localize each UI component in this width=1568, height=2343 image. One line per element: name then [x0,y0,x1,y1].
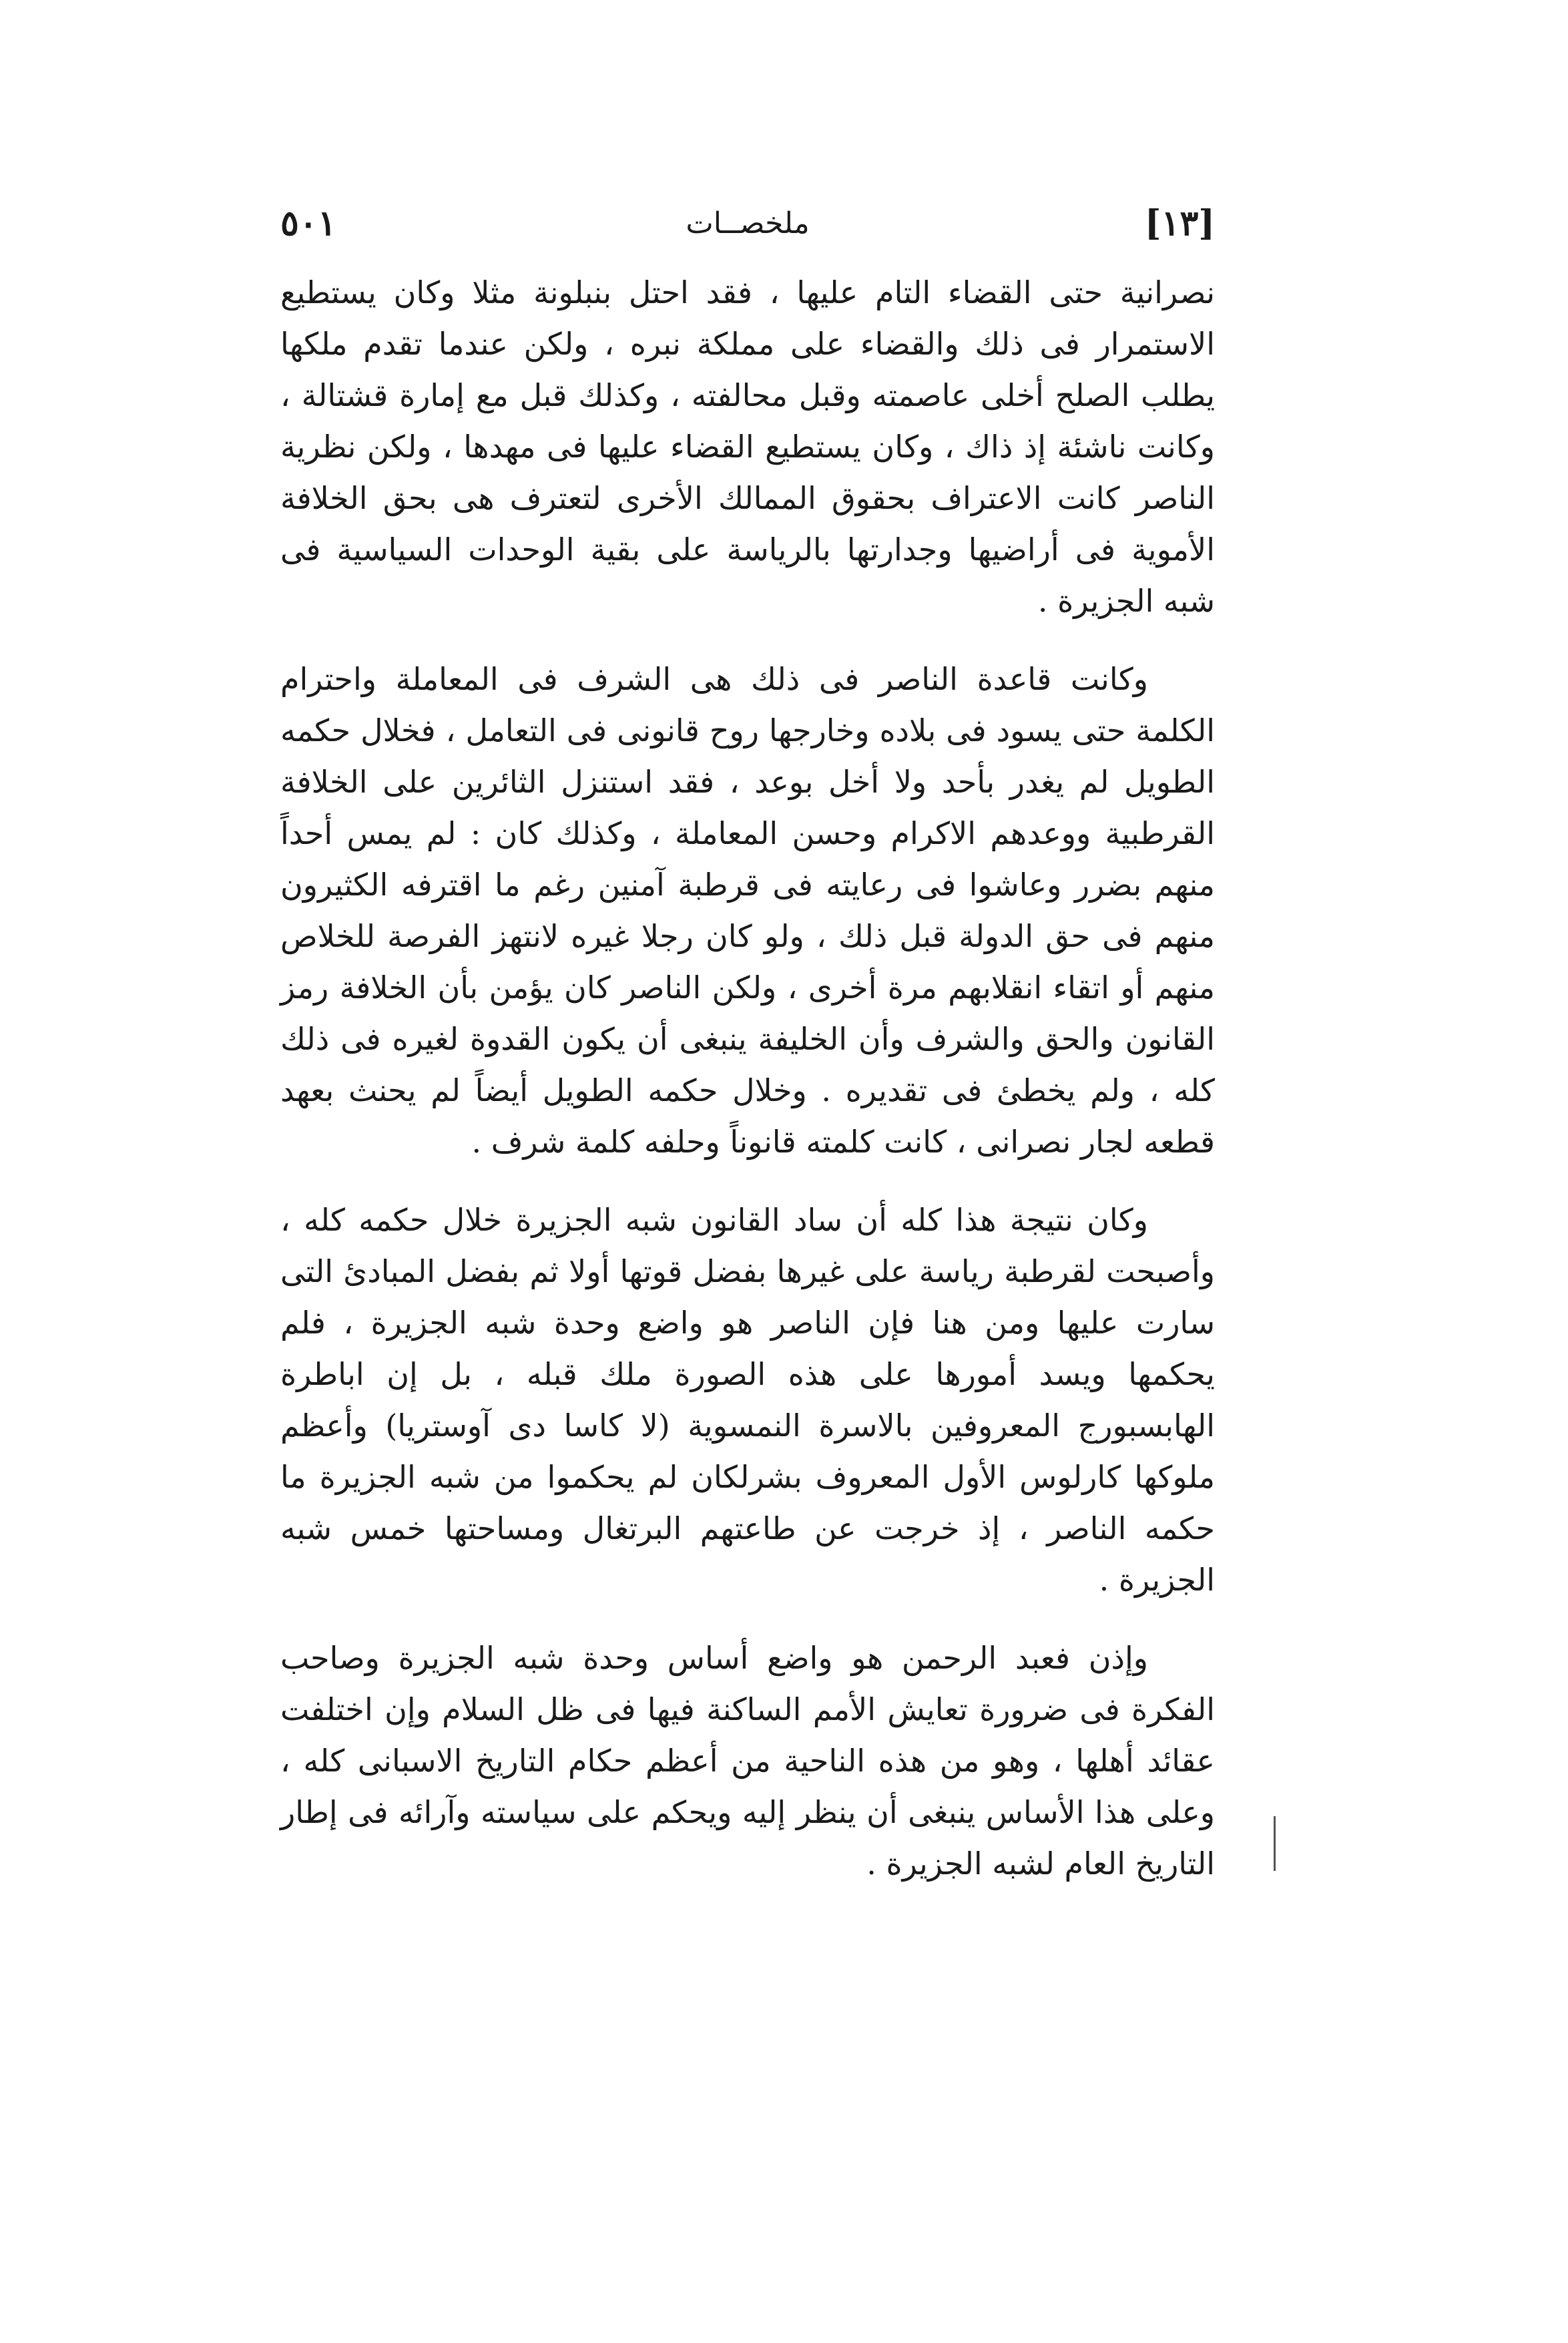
paragraph-4: وإذن فعبد الرحمن هو واضع أساس وحدة شبه الجزيرة وصاحب الفكرة فى ضرورة تعايش الأمم الساكنة فيها فى ظل السلام وإن اختلفت عقائد أهلها ، وهو من هذه الناحية من أعظم حكام التاريخ الاسبانى كله ، وعلى هذا الأساس ينبغى أن ينظر إليه ويحكم على سياسته وآرائه فى إطار التاريخ العام لشبه الجزيرة . [280,1640,1215,1882]
paragraph-1: نصرانية حتى القضاء التام عليها ، فقد احتل بنبلونة مثلا وكان يستطيع الاستمرار فى ذلك والقضاء على مملكة نبره ، ولكن عندما تقدم ملكها يطلب الصلح أخلى عاصمته وقبل محالفته ، وكذلك قبل مع إمارة قشتالة ، وكانت ناشئة إذ ذاك ، وكان يستطيع القضاء عليها فى مهدها ، ولكن نظرية الناصر كانت الاعتراف بحقوق الممالك الأخرى لتعترف هى بحق الخلافة الأموية فى أراضيها وجدارتها بالرياسة على بقية الوحدات السياسية فى شبه الجزيرة . [280,274,1215,619]
paragraph-2: وكانت قاعدة الناصر فى ذلك هى الشرف فى المعاملة واحترام الكلمة حتى يسود فى بلاده وخارجها روح قانونى فى التعامل ، فخلال حكمه الطويل لم يغدر بأحد ولا أخل بوعد ، فقد استنزل الثائرين على الخلافة القرطبية ووعدهم الاكرام وحسن المعاملة ، وكذلك كان : لم يمس أحداً منهم بضرر وعاشوا فى رعايته فى قرطبة آمنين رغم ما اقترفه الكثيرون منهم فى حق الدولة قبل ذلك ، ولو كان رجلا غيره لانتهز الفرصة للخلاص منهم أو اتقاء انقلابهم مرة أخرى ، ولكن الناصر كان يؤمن بأن الخلافة رمز القانون والحق والشرف وأن الخليفة ينبغى أن يكون القدوة لغيره فى ذلك كله ، ولم يخطئ فى تقديره . وخلال حكمه الطويل أيضاً لم يحنث بعهد قطعه لجار نصرانى ، كانت كلمته قانوناً وحلفه كلمة شرف . [280,661,1215,1160]
paragraph-3: وكان نتيجة هذا كله أن ساد القانون شبه الجزيرة خلال حكمه كله ، وأصبحت لقرطبة رياسة على غيرها بفضل قوتها أولا ثم بفضل المبادئ التى سارت عليها ومن هنا فإن الناصر هو واضع وحدة شبه الجزيرة ، فلم يحكمها ويسد أمورها على هذه الصورة ملك قبله ، بل إن اباطرة الهابسبورج المعروفين بالاسرة النمسوية (لا كاسا دى آوستريا) وأعظم ملوكها كارلوس الأول المعروف بشرلكان لم يحكموا من شبه الجزيرة ما حكمه الناصر ، إذ خرجت عن طاعتهم البرتغال ومساحتها خمس شبه الجزيرة . [280,1202,1215,1598]
margin-mark [1274,1816,1276,1871]
chapter-number: [١٣] [1144,203,1215,244]
running-title: ملخصــات [686,206,810,240]
page-number: ٥٠١ [280,203,336,244]
running-header [280,194,1215,254]
body-text [280,267,1215,1890]
